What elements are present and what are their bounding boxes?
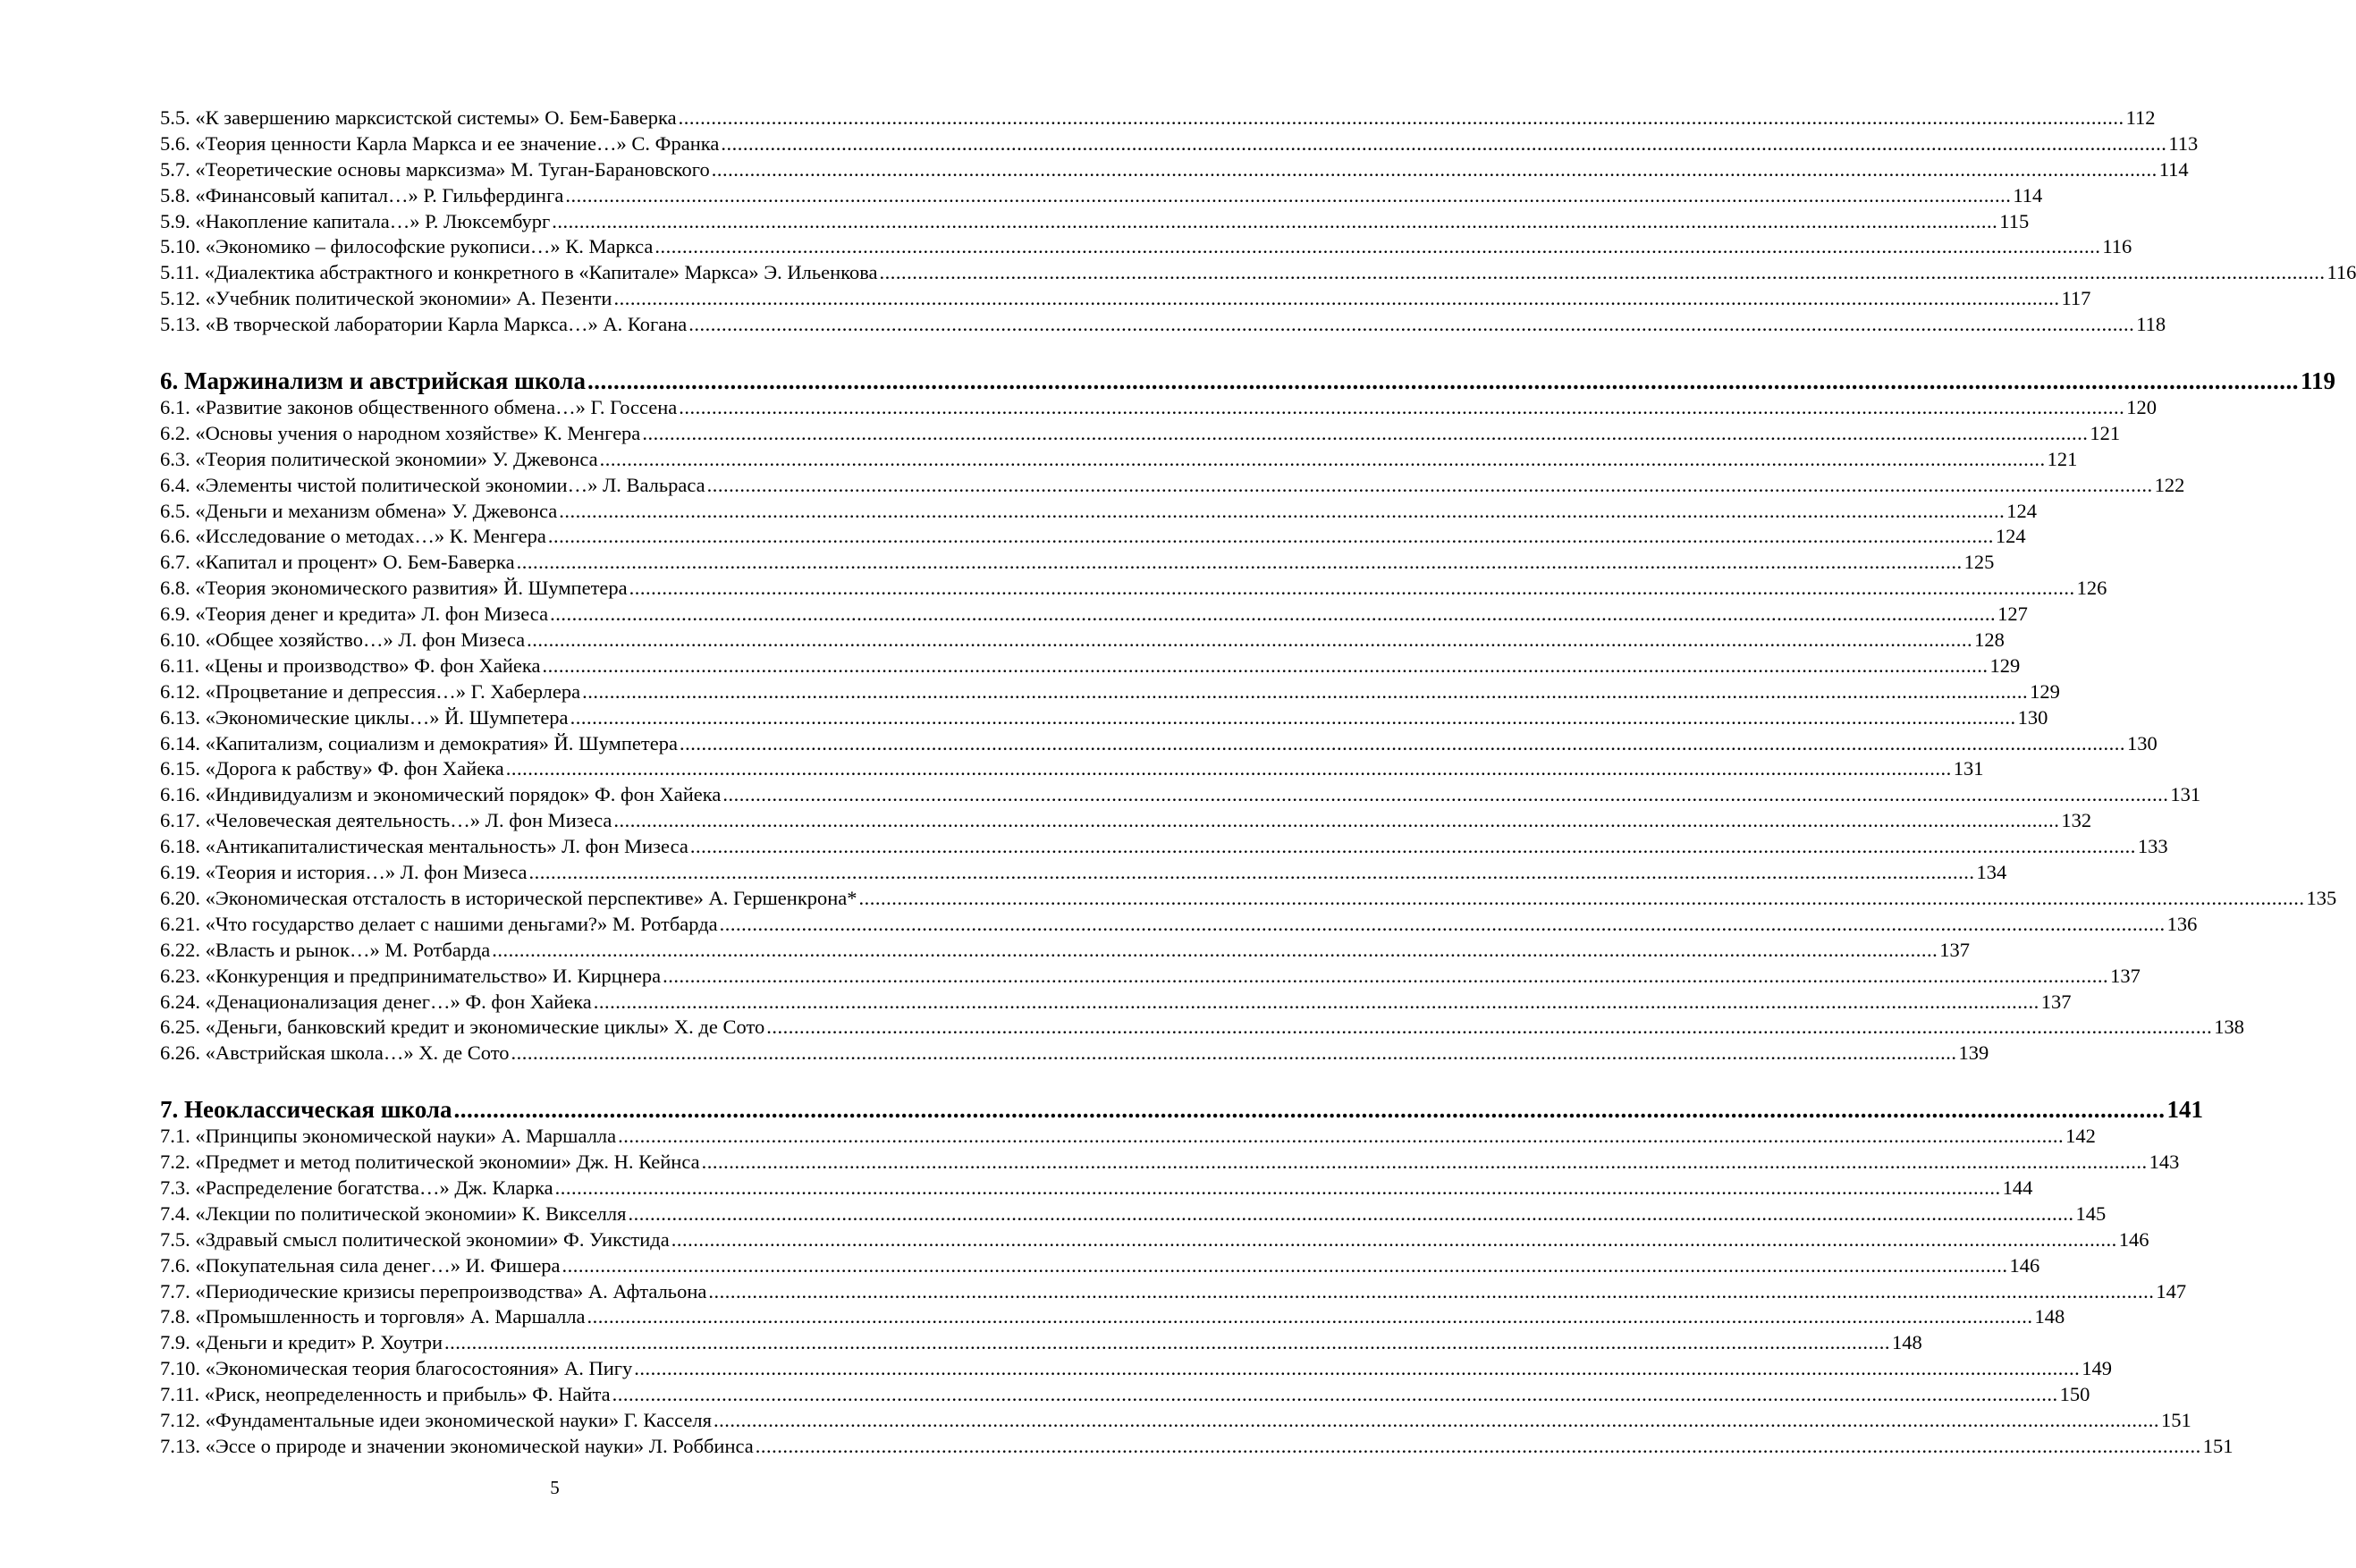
toc-entry-page: 138	[2214, 1016, 2244, 1039]
toc-entry-page: 137	[1939, 938, 1971, 961]
toc-entry	[160, 234, 2132, 260]
dot-leader	[550, 602, 1996, 628]
toc-entry-page: 130	[2126, 731, 2158, 754]
toc-entry	[160, 705, 2048, 731]
section-heading	[160, 367, 2335, 395]
toc-entry	[160, 912, 2198, 938]
dot-leader	[708, 1279, 2154, 1305]
toc-entry-title: 6.24. «Денационализация денег…» Ф. фон Хайека	[160, 990, 592, 1013]
dot-leader	[506, 756, 1952, 782]
dot-leader	[629, 576, 2075, 602]
toc-entry	[160, 1356, 2113, 1382]
toc-entry	[160, 653, 2021, 679]
toc-entry	[160, 782, 2201, 808]
dot-leader	[859, 886, 2305, 912]
toc-entry	[160, 1015, 2244, 1041]
toc-entry-title: 5.13. «В творческой лаборатории Карла Маркса…» А. Когана	[160, 313, 688, 336]
dot-leader	[642, 421, 2088, 447]
toc-entry-title: 6.17. «Человеческая деятельность…» Л. фон Мизеса	[160, 809, 612, 832]
dot-leader	[613, 808, 2059, 834]
dot-leader	[444, 1330, 1890, 1356]
toc-entry-title: 7.10. «Экономическая теория благосостояния» А. Пигу	[160, 1357, 633, 1380]
dot-leader	[613, 286, 2059, 312]
toc-entry	[160, 1434, 2234, 1460]
toc-entry-title: 6.26. «Австрийская школа…» Х. де Сото	[160, 1041, 510, 1065]
toc-entry-title: 6.25. «Деньги, банковский кредит и экономические циклы» Х. де Сото	[160, 1016, 765, 1039]
toc-entry-title: 7.7. «Периодические кризисы перепроизводства» А. Афтальона	[160, 1279, 707, 1302]
toc-entry-page: 149	[2082, 1357, 2113, 1380]
dot-leader	[707, 473, 2153, 499]
toc-entry-page: 129	[2030, 679, 2060, 703]
toc-entry	[160, 1279, 2187, 1305]
toc-entry-title: 6.10. «Общее хозяйство…» Л. фон Мизеса	[160, 628, 526, 652]
toc-entry-title: 7.3. «Распределение богатства…» Дж. Кларка	[160, 1176, 553, 1199]
toc-entry-title: 6.8. «Теория экономического развития» Й. Шумпетера	[160, 577, 628, 600]
toc-entry-title: 6.18. «Антикапиталистическая ментальность» Л. фон Мизеса	[160, 835, 688, 858]
toc-entry	[160, 1304, 2065, 1330]
toc-entry-page: 146	[2118, 1227, 2149, 1251]
dot-leader	[634, 1356, 2080, 1382]
toc-entry	[160, 731, 2158, 757]
dot-leader	[722, 782, 2168, 808]
dot-leader	[690, 834, 2136, 860]
toc-entry-page: 137	[2110, 964, 2141, 987]
table-of-contents	[160, 105, 2356, 1460]
toc-entry-title: 6.13. «Экономические циклы…» Й. Шумпетера	[160, 705, 569, 729]
toc-entry	[160, 1176, 2033, 1201]
toc-entry-page: 131	[2170, 783, 2201, 806]
toc-entry	[160, 260, 2356, 286]
toc-entry-page: 150	[2059, 1383, 2090, 1406]
toc-entry	[160, 808, 2092, 834]
toc-entry-title: 6.3. «Теория политической экономии» У. Джевонса	[160, 447, 598, 470]
toc-entry	[160, 183, 2043, 209]
toc-entry	[160, 312, 2166, 338]
dot-leader	[756, 1434, 2201, 1460]
toc-entry-page: 134	[1976, 861, 2007, 884]
toc-entry-title: 6.20. «Экономическая отсталость в исторической перспективе» А. Гершенкрона*	[160, 886, 857, 909]
section-heading-page: 119	[2300, 367, 2335, 395]
toc-entry-page: 148	[2034, 1305, 2065, 1328]
toc-entry-title: 6.21. «Что государство делает с нашими деньгами?» М. Ротбарда	[160, 912, 718, 935]
toc-entry-page: 151	[2160, 1408, 2191, 1431]
toc-entry-title: 5.8. «Финансовый капитал…» Р. Гильфердинга	[160, 183, 564, 207]
toc-entry-page: 135	[2306, 886, 2337, 909]
dot-leader	[587, 367, 2299, 395]
toc-entry-page: 148	[1892, 1331, 1922, 1354]
toc-entry-page: 128	[1974, 628, 2005, 652]
toc-entry-title: 7.4. «Лекции по политической экономии» К. Викселля	[160, 1201, 627, 1225]
toc-entry-page: 132	[2061, 809, 2092, 832]
section-gap	[160, 1066, 1038, 1096]
dot-leader	[712, 157, 2158, 183]
toc-entry-title: 5.6. «Теория ценности Карла Маркса и ее значение…» С. Франка	[160, 131, 720, 155]
toc-entry-page: 146	[2009, 1253, 2040, 1277]
toc-entry-title: 7.13. «Эссе о природе и значении экономической науки» Л. Роббинса	[160, 1434, 754, 1457]
dot-leader	[582, 679, 2028, 705]
toc-entry	[160, 447, 2078, 473]
dot-leader	[517, 550, 1963, 576]
toc-entry	[160, 473, 2185, 499]
toc-entry-title: 5.11. «Диалектика абстрактного и конкретного в «Капитале» Маркса» Э. Ильенкова	[160, 261, 878, 284]
dot-leader	[570, 705, 2016, 731]
toc-entry	[160, 602, 2028, 628]
toc-entry-page: 137	[2040, 990, 2072, 1013]
toc-entry-page: 130	[2017, 705, 2048, 729]
toc-entry-page: 125	[1963, 551, 1995, 574]
toc-entry	[160, 886, 2337, 912]
toc-entry-page: 139	[1958, 1041, 1989, 1065]
dot-leader	[766, 1015, 2212, 1041]
toc-entry	[160, 1201, 2107, 1227]
toc-entry	[160, 990, 2072, 1016]
toc-entry-title: 7.6. «Покупательная сила денег…» И. Фишера	[160, 1253, 561, 1277]
toc-entry-title: 7.2. «Предмет и метод политической экономии» Дж. Н. Кейнса	[160, 1151, 700, 1174]
toc-entry	[160, 576, 2107, 602]
dot-leader	[679, 395, 2124, 421]
toc-entry	[160, 131, 2199, 157]
section-gap	[160, 338, 1038, 367]
toc-entry	[160, 679, 2060, 705]
toc-entry-page: 112	[2125, 106, 2156, 129]
toc-entry-page: 114	[2158, 157, 2189, 181]
toc-entry-page: 151	[2202, 1434, 2234, 1457]
toc-entry-title: 6.2. «Основы учения о народном хозяйстве» К. Менгера	[160, 421, 641, 444]
toc-entry	[160, 756, 1984, 782]
toc-entry	[160, 286, 2091, 312]
dot-leader	[511, 1041, 1957, 1066]
toc-entry-title: 6.4. «Элементы чистой политической экономии…» Л. Вальраса	[160, 473, 705, 496]
toc-entry-title: 5.9. «Накопление капитала…» Р. Люксембург	[160, 209, 551, 232]
dot-leader	[587, 1304, 2033, 1330]
dot-leader	[618, 1124, 2064, 1150]
toc-entry-title: 6.11. «Цены и производство» Ф. фон Хайека	[160, 653, 541, 677]
toc-entry-page: 129	[1989, 653, 2021, 677]
toc-entry-title: 5.12. «Учебник политической экономии» А. Пезенти	[160, 287, 612, 310]
toc-entry	[160, 1253, 2040, 1279]
toc-entry-title: 6.19. «Теория и история…» Л. фон Мизеса	[160, 861, 528, 884]
toc-entry-page: 113	[2168, 131, 2199, 155]
toc-entry-title: 5.5. «К завершению марксистской системы» О. Бем-Баверка	[160, 106, 677, 129]
toc-entry-title: 6.12. «Процветание и депрессия…» Г. Хаберлера	[160, 679, 581, 703]
toc-entry-page: 126	[2076, 577, 2107, 600]
toc-entry-page: 122	[2154, 473, 2185, 496]
dot-leader	[492, 938, 1938, 964]
dot-leader	[548, 524, 1994, 550]
dot-leader	[559, 499, 2005, 525]
toc-entry	[160, 524, 2026, 550]
toc-entry	[160, 938, 1971, 964]
dot-leader	[600, 447, 2046, 473]
toc-entry	[160, 628, 2005, 653]
toc-entry	[160, 1227, 2149, 1253]
section-heading-title: 6. Маржинализм и австрийская школа	[160, 367, 586, 395]
toc-entry-page: 117	[2061, 287, 2091, 310]
toc-entry-title: 6.9. «Теория денег и кредита» Л. фон Мизеса	[160, 603, 549, 626]
dot-leader	[552, 209, 1997, 235]
toc-entry	[160, 1382, 2090, 1408]
dot-leader	[612, 1382, 2058, 1408]
toc-entry-page: 147	[2156, 1279, 2187, 1302]
section-heading-title: 7. Неоклассическая школа	[160, 1096, 452, 1124]
dot-leader	[720, 912, 2166, 938]
toc-entry	[160, 1124, 2096, 1150]
dot-leader	[680, 731, 2125, 757]
dot-leader	[688, 312, 2134, 338]
page-number: 5	[550, 1477, 560, 1498]
toc-entry-page: 144	[2002, 1176, 2033, 1199]
dot-leader	[562, 1253, 2008, 1279]
toc-entry-title: 7.11. «Риск, неопределенность и прибыль» Ф. Найта	[160, 1383, 611, 1406]
toc-entry	[160, 1150, 2180, 1176]
toc-entry-title: 6.5. «Деньги и механизм обмена» У. Джевонса	[160, 499, 558, 522]
toc-entry-title: 5.10. «Экономико – философские рукописи…» К. Маркса	[160, 235, 654, 258]
toc-entry-page: 143	[2149, 1151, 2180, 1174]
dot-leader	[594, 990, 2039, 1016]
toc-entry-page: 131	[1953, 757, 1984, 780]
toc-entry-page: 116	[2102, 235, 2132, 258]
toc-entry	[160, 964, 2141, 990]
toc-entry-page: 118	[2136, 313, 2166, 336]
toc-entry-title: 7.1. «Принципы экономической науки» А. Маршалла	[160, 1125, 617, 1148]
toc-entry-page: 120	[2126, 396, 2158, 419]
toc-entry	[160, 499, 2037, 525]
toc-entry-page: 145	[2075, 1201, 2107, 1225]
toc-entry-page: 121	[2090, 421, 2121, 444]
dot-leader	[654, 234, 2100, 260]
toc-entry	[160, 395, 2158, 421]
toc-entry	[160, 550, 1995, 576]
toc-entry	[160, 1041, 1989, 1066]
toc-entry-title: 7.12. «Фундаментальные идеи экономической науки» Г. Касселя	[160, 1408, 712, 1431]
toc-entry	[160, 1330, 1922, 1356]
toc-entry-title: 6.6. «Исследование о методах…» К. Менгера	[160, 525, 546, 548]
toc-entry-title: 6.22. «Власть и рынок…» М. Ротбарда	[160, 938, 491, 961]
toc-entry-page: 124	[1995, 525, 2026, 548]
toc-entry	[160, 105, 2156, 131]
toc-entry	[160, 834, 2168, 860]
toc-entry	[160, 209, 2030, 235]
toc-entry-title: 5.7. «Теоретические основы марксизма» М. Туган-Барановского	[160, 157, 710, 181]
dot-leader	[714, 1408, 2159, 1434]
toc-entry	[160, 1408, 2191, 1434]
toc-entry-page: 114	[2013, 183, 2043, 207]
dot-leader	[529, 860, 1975, 886]
toc-entry-page: 115	[1999, 209, 2030, 232]
dot-leader	[663, 964, 2108, 990]
toc-entry-page: 124	[2006, 499, 2037, 522]
section-heading-page: 141	[2166, 1096, 2204, 1124]
dot-leader	[671, 1227, 2117, 1253]
toc-entry	[160, 421, 2121, 447]
toc-entry-page: 142	[2065, 1125, 2096, 1148]
dot-leader	[880, 260, 2326, 286]
toc-entry-page: 133	[2137, 835, 2168, 858]
toc-entry	[160, 157, 2189, 183]
toc-entry-title: 7.9. «Деньги и кредит» Р. Хоутри	[160, 1331, 443, 1354]
toc-entry-title: 6.23. «Конкуренция и предпринимательство» И. Кирцнера	[160, 964, 662, 987]
toc-entry-title: 7.8. «Промышленность и торговля» А. Маршалла	[160, 1305, 586, 1328]
toc-entry-page: 121	[2047, 447, 2078, 470]
toc-entry-page: 127	[1997, 603, 2028, 626]
toc-entry-page: 116	[2326, 261, 2356, 284]
dot-leader	[702, 1150, 2148, 1176]
toc-entry-title: 6.14. «Капитализм, социализм и демократия» Й. Шумпетера	[160, 731, 678, 754]
dot-leader	[555, 1176, 2001, 1201]
dot-leader	[629, 1201, 2074, 1227]
dot-leader	[565, 183, 2011, 209]
toc-entry-page: 136	[2166, 912, 2198, 935]
toc-entry-title: 6.16. «Индивидуализм и экономический порядок» Ф. фон Хайека	[160, 783, 722, 806]
dot-leader	[543, 653, 1989, 679]
toc-entry-title: 6.15. «Дорога к рабству» Ф. фон Хайека	[160, 757, 504, 780]
dot-leader	[721, 131, 2166, 157]
toc-entry	[160, 860, 2007, 886]
dot-leader	[679, 105, 2124, 131]
section-heading	[160, 1096, 2204, 1124]
toc-entry-title: 7.5. «Здравый смысл политической экономии» Ф. Уикстида	[160, 1227, 670, 1251]
toc-entry-title: 6.1. «Развитие законов общественного обмена…» Г. Госсена	[160, 396, 678, 419]
dot-leader	[454, 1096, 2166, 1124]
dot-leader	[527, 628, 1972, 653]
toc-entry-title: 6.7. «Капитал и процент» О. Бем-Баверка	[160, 551, 515, 574]
